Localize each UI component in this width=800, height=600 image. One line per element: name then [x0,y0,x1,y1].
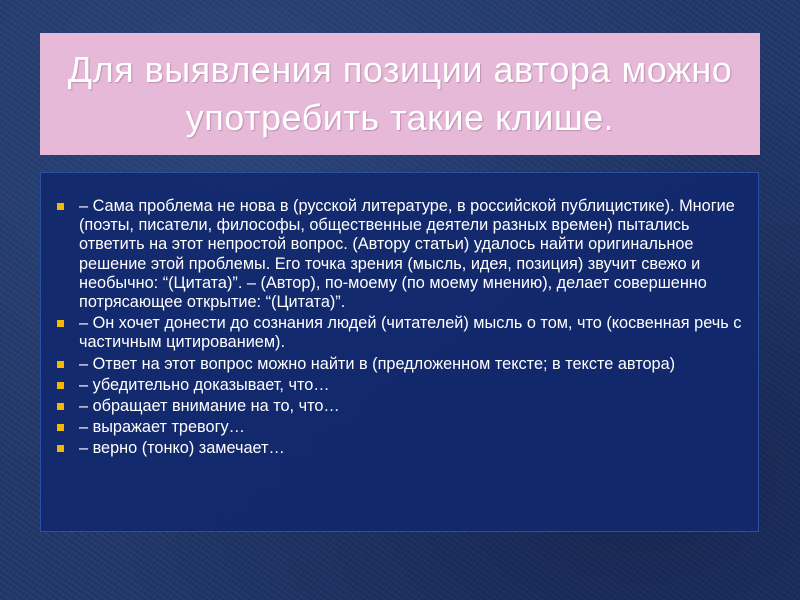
bullet-text: – убедительно доказывает, что… [79,375,330,394]
square-bullet-icon [57,424,64,431]
square-bullet-icon [57,445,64,452]
square-bullet-icon [57,203,64,210]
square-bullet-icon [57,403,64,410]
bullet-item [57,439,744,458]
title-box [40,33,760,155]
bullet-text: – верно (тонко) замечает… [79,439,285,458]
bullet-list [57,197,744,459]
bullet-item [57,355,744,374]
square-bullet-icon [57,320,64,327]
bullet-text: – обращает внимание на то, что… [79,397,340,416]
bullet-item [57,376,744,395]
slide-title: Для выявления позиции автора можно употребить такие клише. [67,49,733,138]
square-bullet-icon [57,361,64,368]
square-bullet-icon [57,382,64,389]
bullet-text: – Сама проблема не нова в (русской литературе, в российской публицистике). Многие (поэты, писатели, философы, общественные деятели разных времен) пытались ответить на этот непростой вопрос. (Автору статьи) удалось найти оригинальное решение этой проблемы. Его точка зрения (мысль, идея, позиция) звучит свежо и необычно: “(Цитата)”. – (Автор), по-моему (по моему мнению), делает совершенно потрясающее открытие: “(Цитата)”. [79,197,735,312]
bullet-text: – выражает тревогу… [79,418,245,437]
bullet-text: – Он хочет донести до сознания людей (читателей) мысль о том, что (косвенная речь с частичным цитированием). [79,314,742,352]
bullet-item [57,314,744,352]
bullet-item [57,418,744,437]
bullet-text: – Ответ на этот вопрос можно найти в (предложенном тексте; в тексте автора) [79,354,676,373]
content-box [40,172,759,532]
bullet-item [57,397,744,416]
bullet-item [57,197,744,312]
